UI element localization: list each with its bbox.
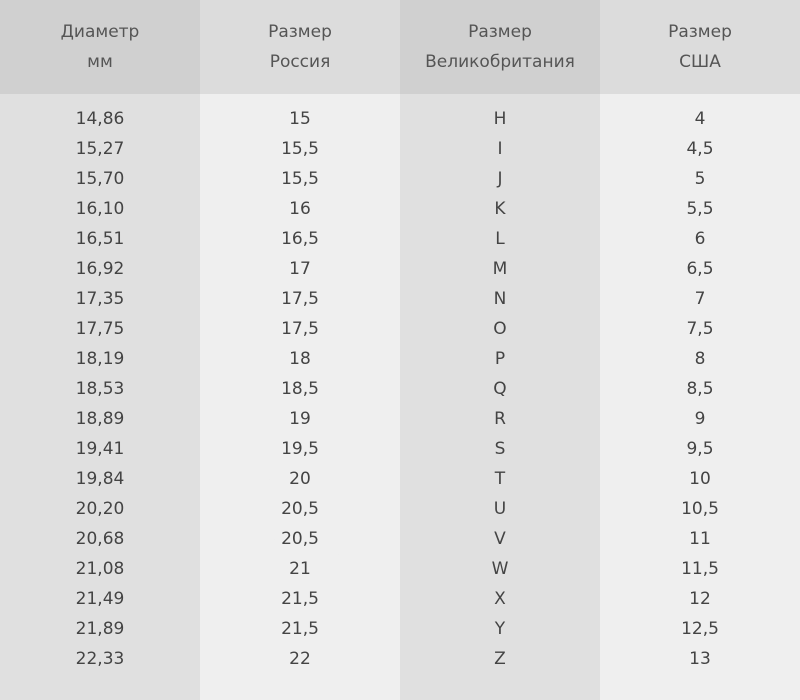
header-uk-size: Размер Великобритания [425, 22, 575, 72]
table-row [0, 554, 800, 584]
cell-diameter: 18,53 [75, 379, 125, 399]
table-row [0, 194, 800, 224]
cell-russia: 15 [289, 109, 311, 129]
cell-diameter: 21,89 [75, 619, 125, 639]
cell-diameter: 15,27 [75, 139, 125, 159]
header-usa-size: Размер США [668, 22, 732, 72]
cell-uk: X [494, 589, 506, 609]
cell-usa: 12,5 [681, 619, 719, 639]
cell-russia: 21,5 [281, 589, 319, 609]
cell-russia: 21,5 [281, 619, 319, 639]
cell-uk: Y [494, 619, 506, 639]
cell-usa: 4,5 [686, 139, 714, 159]
cell-russia: 15,5 [281, 139, 319, 159]
table-row [0, 404, 800, 434]
cell-uk: S [494, 439, 506, 459]
cell-usa: 7 [694, 289, 706, 309]
cell-usa: 11 [689, 529, 711, 549]
cell-uk: P [494, 349, 506, 369]
cell-diameter: 16,51 [75, 229, 125, 249]
cell-diameter: 19,84 [75, 469, 125, 489]
cell-russia: 16 [289, 199, 311, 219]
cell-diameter: 14,86 [75, 109, 125, 129]
cell-uk: Z [494, 649, 506, 669]
cell-usa: 4 [694, 109, 706, 129]
cell-usa: 8,5 [686, 379, 714, 399]
cell-russia: 18,5 [281, 379, 319, 399]
cell-diameter: 17,75 [75, 319, 125, 339]
cell-usa: 5 [694, 169, 706, 189]
cell-uk: K [494, 199, 506, 219]
cell-russia: 17,5 [281, 289, 319, 309]
table-row [0, 344, 800, 374]
cell-uk: V [494, 529, 506, 549]
cell-diameter: 19,41 [75, 439, 125, 459]
cell-uk: Q [493, 379, 507, 399]
cell-uk: I [497, 139, 503, 159]
cell-usa: 6 [694, 229, 706, 249]
cell-russia: 17 [289, 259, 311, 279]
cell-russia: 20 [289, 469, 311, 489]
cell-usa: 9,5 [686, 439, 714, 459]
cell-usa: 6,5 [686, 259, 714, 279]
table-row [0, 464, 800, 494]
header-russia-size: Размер Россия [268, 22, 332, 72]
cell-uk: O [493, 319, 507, 339]
cell-usa: 8 [694, 349, 706, 369]
cell-usa: 12 [689, 589, 711, 609]
cell-usa: 10,5 [681, 499, 719, 519]
table-row [0, 644, 800, 674]
table-header [0, 0, 800, 94]
table-row [0, 284, 800, 314]
cell-usa: 7,5 [686, 319, 714, 339]
cell-uk: R [494, 409, 506, 429]
cell-russia: 16,5 [281, 229, 319, 249]
cell-russia: 17,5 [281, 319, 319, 339]
header-diameter: Диаметр мм [60, 22, 140, 72]
cell-usa: 11,5 [681, 559, 719, 579]
table-body [0, 104, 800, 674]
table-row [0, 524, 800, 554]
cell-uk: W [491, 559, 509, 579]
cell-uk: M [492, 259, 508, 279]
cell-uk: L [495, 229, 505, 249]
cell-diameter: 20,20 [75, 499, 125, 519]
cell-russia: 18 [289, 349, 311, 369]
cell-diameter: 17,35 [75, 289, 125, 309]
table-row [0, 224, 800, 254]
cell-russia: 19,5 [281, 439, 319, 459]
cell-diameter: 18,19 [75, 349, 125, 369]
cell-uk: H [493, 109, 507, 129]
cell-russia: 19 [289, 409, 311, 429]
cell-russia: 20,5 [281, 499, 319, 519]
table-row [0, 314, 800, 344]
cell-diameter: 22,33 [75, 649, 125, 669]
table-row [0, 254, 800, 284]
cell-uk: T [494, 469, 506, 489]
cell-diameter: 16,92 [75, 259, 125, 279]
table-row [0, 434, 800, 464]
cell-usa: 10 [689, 469, 711, 489]
table-row [0, 104, 800, 134]
cell-russia: 15,5 [281, 169, 319, 189]
cell-diameter: 16,10 [75, 199, 125, 219]
table-row [0, 164, 800, 194]
cell-russia: 20,5 [281, 529, 319, 549]
cell-usa: 5,5 [686, 199, 714, 219]
cell-russia: 21 [289, 559, 311, 579]
table-row [0, 374, 800, 404]
cell-diameter: 21,08 [75, 559, 125, 579]
table-row [0, 494, 800, 524]
cell-uk: N [493, 289, 507, 309]
table-row [0, 134, 800, 164]
cell-uk: U [493, 499, 507, 519]
cell-diameter: 18,89 [75, 409, 125, 429]
cell-uk: J [497, 169, 503, 189]
table-row [0, 614, 800, 644]
cell-usa: 13 [689, 649, 711, 669]
table-row [0, 584, 800, 614]
cell-diameter: 21,49 [75, 589, 125, 609]
cell-diameter: 20,68 [75, 529, 125, 549]
cell-diameter: 15,70 [75, 169, 125, 189]
cell-usa: 9 [694, 409, 706, 429]
cell-russia: 22 [289, 649, 311, 669]
